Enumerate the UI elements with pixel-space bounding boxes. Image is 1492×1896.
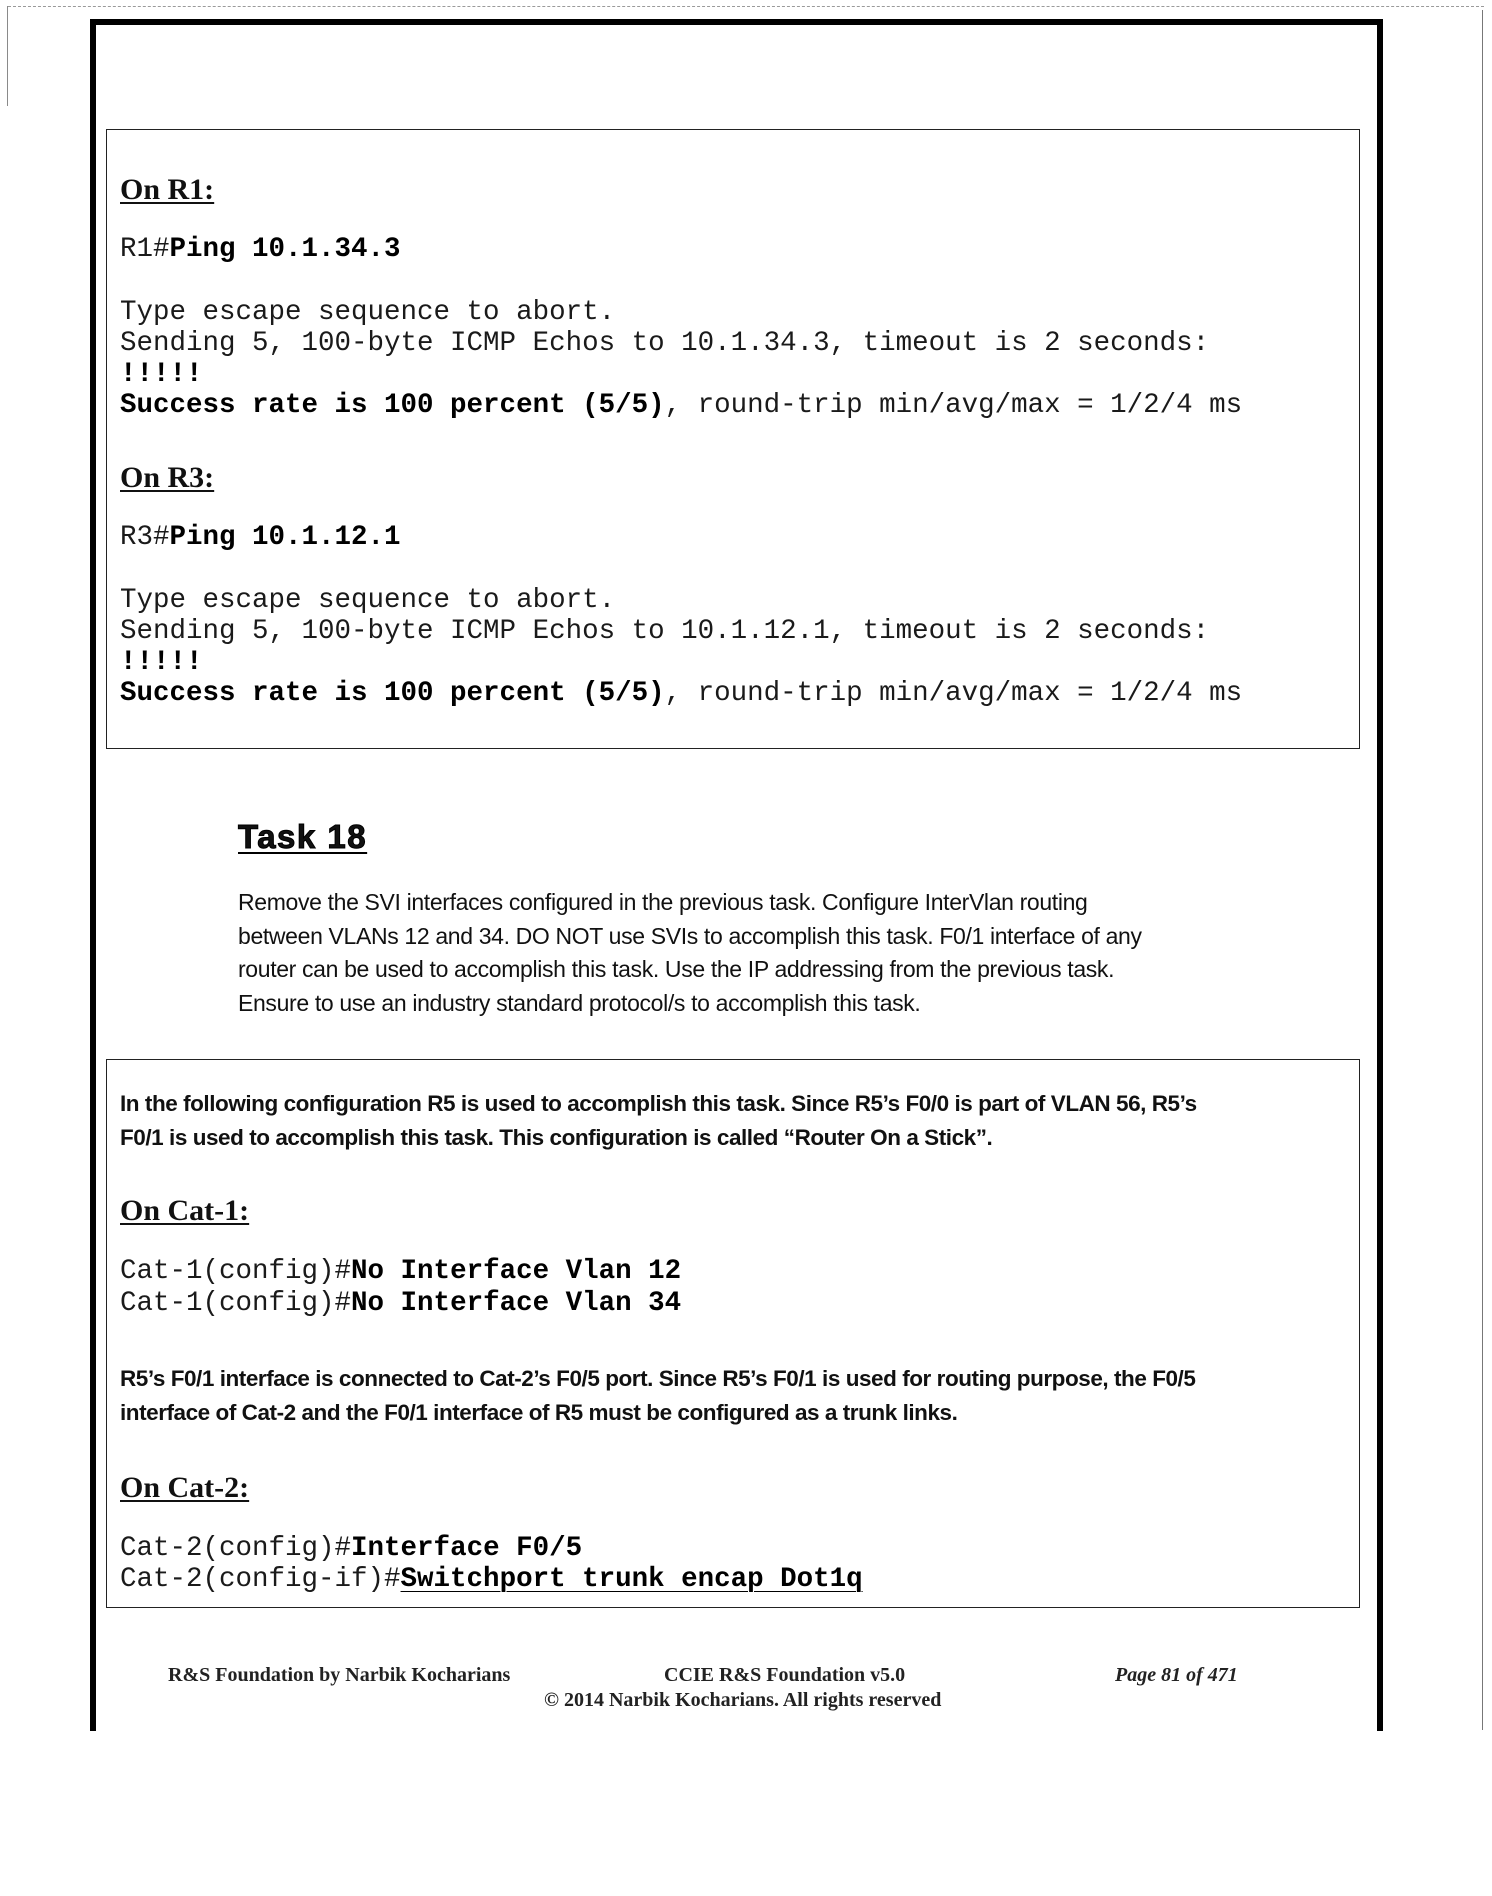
r3-prompt: R3# (120, 522, 170, 553)
r3-output-line-2: Sending 5, 100-byte ICMP Echos to 10.1.12.1, timeout is 2 seconds: (120, 616, 1210, 647)
task-title: Task 18 (238, 818, 368, 855)
intro-line-2: F0/1 is used to accomplish this task. This configuration is called “Router On a Stick”. (120, 1125, 993, 1150)
verification-box (106, 129, 1360, 749)
intro-line-1: In the following configuration R5 is used to accomplish this task. Since R5’s F0/0 is part of VLAN 56, R5’s (120, 1091, 1197, 1116)
heading-on-r1: On R1: (120, 173, 215, 206)
r3-success-rest: , round-trip min/avg/max = 1/2/4 ms (664, 678, 1243, 709)
scan-edge-left (7, 6, 8, 106)
solution-explanation (120, 1362, 1360, 1430)
task-line-4: Ensure to use an industry standard protocol/s to accomplish this task. (238, 989, 921, 1016)
heading-on-r3: On R3: (120, 461, 215, 494)
r3-command: Ping 10.1.12.1 (169, 522, 401, 553)
cat2-command-2: Cat-2(config-if)#Switchport trunk encap Dot1q (120, 1564, 863, 1595)
task-line-3: router can be used to accomplish this task. Use the IP addressing from the previous task. (238, 956, 1115, 982)
r1-prompt: R1# (120, 234, 170, 265)
explain-line-2: interface of Cat-2 and the F0/1 interface of R5 must be configured as a trunk links. (120, 1400, 958, 1425)
r1-output-line-2: Sending 5, 100-byte ICMP Echos to 10.1.34.3, timeout is 2 seconds: (120, 328, 1210, 359)
footer-page-number: Page 81 of 471 (1115, 1664, 1238, 1686)
r1-command: Ping 10.1.34.3 (169, 234, 401, 265)
r1-ping-command (120, 234, 401, 265)
explain-line-1: R5’s F0/1 interface is connected to Cat-2’s F0/5 port. Since R5’s F0/1 is used for routing purpose, the F0/5 (120, 1366, 1196, 1391)
heading-on-cat1: On Cat-1: (120, 1194, 250, 1227)
r3-ping-command (120, 522, 401, 553)
cat1-command-2: Cat-1(config)#No Interface Vlan 34 (120, 1288, 682, 1319)
r3-output-line-3: !!!!! (120, 647, 203, 678)
scan-edge-top (8, 6, 1484, 7)
task-description (238, 886, 1358, 1020)
footer-center: CCIE R&S Foundation v5.0 (664, 1664, 906, 1686)
r3-output-line-1: Type escape sequence to abort. (120, 585, 616, 616)
cat1-command-1: Cat-1(config)#No Interface Vlan 12 (120, 1256, 682, 1287)
heading-on-cat2: On Cat-2: (120, 1471, 250, 1504)
task-line-2: between VLANs 12 and 34. DO NOT use SVIs to accomplish this task. F0/1 interface of any (238, 922, 1142, 949)
r3-success-line (120, 678, 1242, 709)
footer-copyright: © 2014 Narbik Kocharians. All rights reserved (544, 1689, 942, 1711)
task-line-1: Remove the SVI interfaces configured in the previous task. Configure InterVlan routing (238, 889, 1088, 915)
r1-output-line-1: Type escape sequence to abort. (120, 297, 616, 328)
solution-intro (120, 1087, 1355, 1155)
r1-success-rest: , round-trip min/avg/max = 1/2/4 ms (664, 390, 1243, 421)
r1-success-bold: Success rate is 100 percent (5/5) (120, 390, 665, 421)
r1-output-line-3: !!!!! (120, 359, 203, 390)
cat2-command-1: Cat-2(config)#Interface F0/5 (120, 1533, 583, 1564)
r3-success-bold: Success rate is 100 percent (5/5) (120, 678, 665, 709)
scan-edge-right (1482, 10, 1483, 1730)
r1-success-line (120, 390, 1242, 421)
footer-left: R&S Foundation by Narbik Kocharians (168, 1664, 511, 1686)
